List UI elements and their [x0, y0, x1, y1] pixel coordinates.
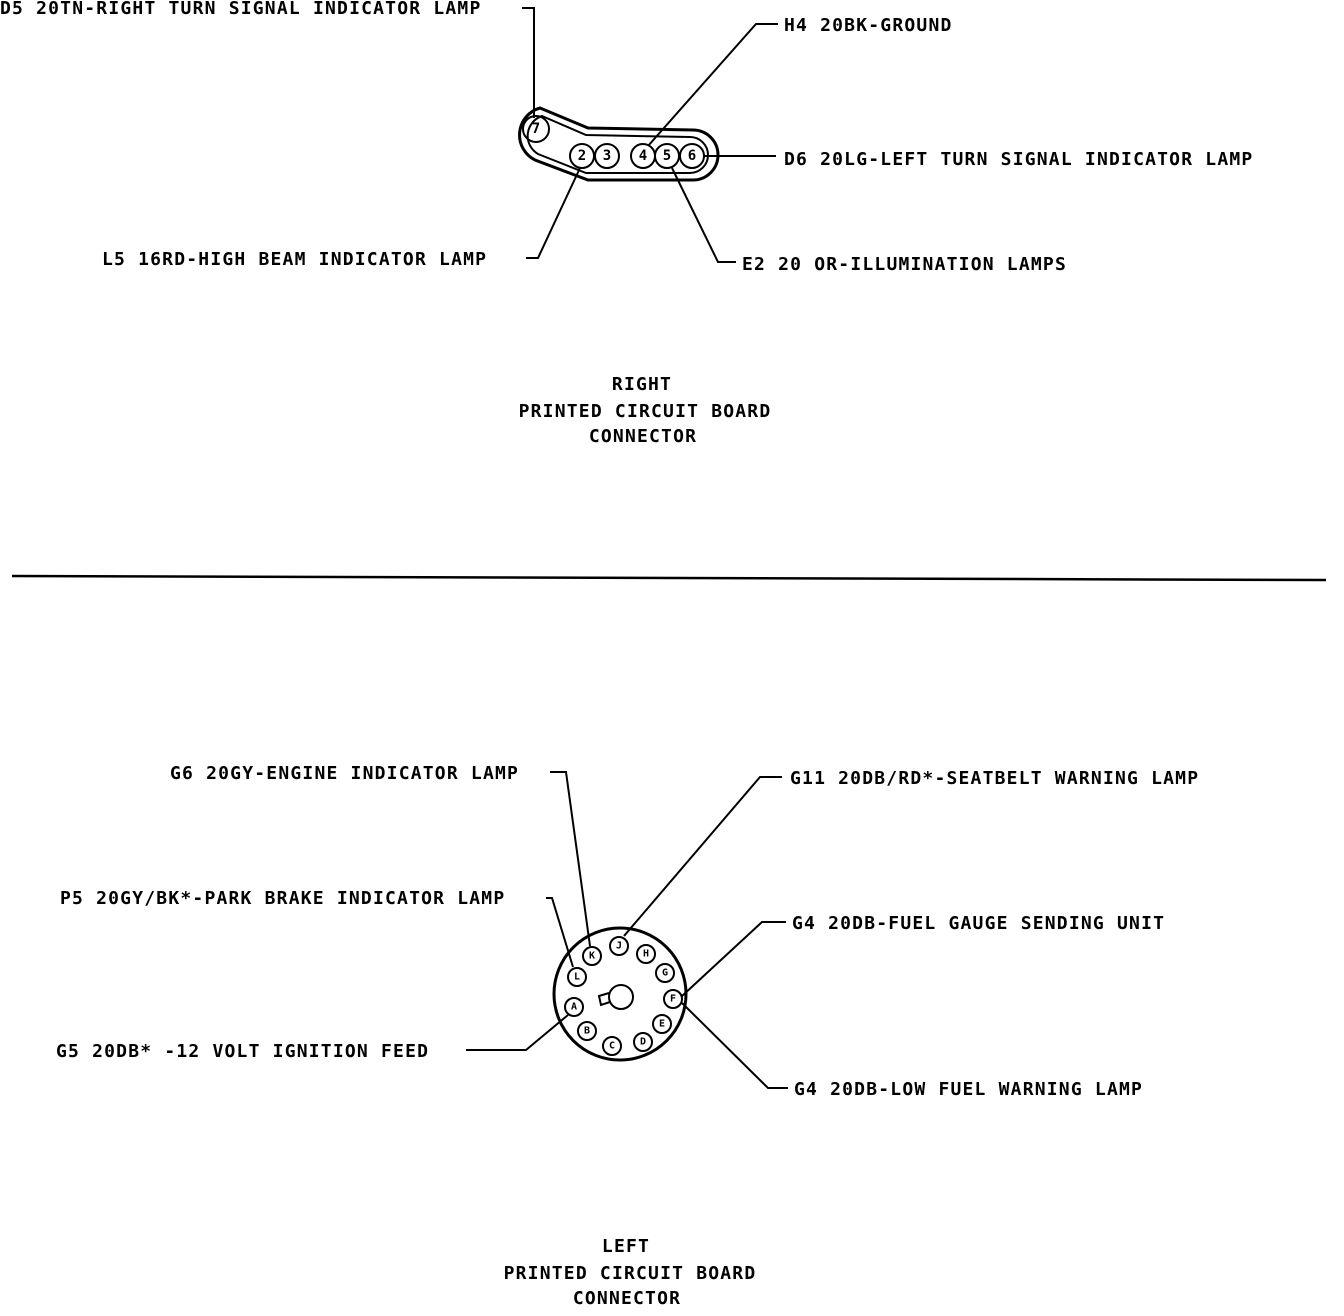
- svg-text:6: 6: [687, 148, 697, 164]
- right-pin-4: [631, 144, 655, 168]
- svg-text:K: K: [588, 950, 596, 962]
- leader-g6: [550, 772, 590, 946]
- leader-g11: [624, 777, 782, 936]
- right-pin-6: [680, 144, 704, 168]
- svg-text:7: 7: [531, 121, 541, 137]
- leader-l5: [526, 168, 580, 258]
- leader-g5: [466, 1015, 568, 1050]
- right-caption-line2: PRINTED CIRCUIT BOARD: [518, 401, 772, 422]
- svg-text:G: G: [661, 967, 669, 979]
- leader-d5: [522, 8, 534, 118]
- right-connector: [0, 0, 1253, 447]
- section-divider: [12, 576, 1326, 580]
- svg-text:F: F: [669, 993, 677, 1005]
- svg-text:2: 2: [577, 148, 587, 164]
- left-pin-a: [565, 998, 583, 1016]
- label-g5: G5 20DB* -12 VOLT IGNITION FEED: [56, 1041, 430, 1062]
- left-caption-line2: PRINTED CIRCUIT BOARD: [503, 1263, 757, 1284]
- left-pin-h: [637, 945, 655, 963]
- label-d5: D5 20TN-RIGHT TURN SIGNAL INDICATOR LAMP: [0, 0, 482, 19]
- leader-e2: [672, 168, 736, 262]
- left-pin-d: [634, 1033, 652, 1051]
- svg-text:B: B: [583, 1025, 591, 1037]
- label-g11: G11 20DB/RD*-SEATBELT WARNING LAMP: [790, 768, 1200, 789]
- leader-p5: [546, 898, 573, 967]
- leader-g4-fuel: [682, 922, 786, 996]
- left-connector-center-key: [599, 985, 633, 1009]
- left-caption-line3: CONNECTOR: [572, 1288, 682, 1309]
- label-h4: H4 20BK-GROUND: [784, 15, 953, 36]
- label-d6: D6 20LG-LEFT TURN SIGNAL INDICATOR LAMP: [784, 149, 1254, 170]
- left-pin-b: [578, 1022, 596, 1040]
- leader-g4-low: [682, 1003, 788, 1088]
- right-caption-line1: RIGHT: [611, 374, 673, 395]
- svg-text:H: H: [642, 948, 650, 960]
- label-e2: E2 20 OR-ILLUMINATION LAMPS: [742, 254, 1067, 275]
- left-pin-e: [653, 1015, 671, 1033]
- leader-h4: [648, 24, 778, 146]
- left-pin-k: [583, 947, 601, 965]
- svg-text:3: 3: [602, 148, 612, 164]
- right-pin-2: [570, 144, 594, 168]
- label-g4-fuel: G4 20DB-FUEL GAUGE SENDING UNIT: [792, 913, 1166, 934]
- left-connector: [56, 763, 1199, 1309]
- left-pin-g: [656, 964, 674, 982]
- svg-text:C: C: [608, 1040, 616, 1052]
- label-p5: P5 20GY/BK*-PARK BRAKE INDICATOR LAMP: [60, 888, 506, 909]
- right-pin-5: [655, 144, 679, 168]
- label-g4-low: G4 20DB-LOW FUEL WARNING LAMP: [794, 1079, 1144, 1100]
- svg-text:5: 5: [662, 148, 672, 164]
- svg-text:J: J: [615, 940, 623, 952]
- svg-text:E: E: [658, 1018, 666, 1030]
- right-caption-line3: CONNECTOR: [588, 426, 698, 447]
- svg-text:A: A: [570, 1001, 578, 1013]
- left-pin-f: [664, 990, 682, 1008]
- right-pin-3: [595, 144, 619, 168]
- left-pin-c: [603, 1037, 621, 1055]
- svg-text:4: 4: [638, 148, 648, 164]
- left-pin-l: [568, 968, 586, 986]
- svg-text:D: D: [639, 1036, 647, 1048]
- label-l5: L5 16RD-HIGH BEAM INDICATOR LAMP: [102, 249, 488, 270]
- left-pin-j: [610, 937, 628, 955]
- left-caption-line1: LEFT: [601, 1236, 651, 1257]
- svg-text:L: L: [573, 971, 581, 983]
- label-g6: G6 20GY-ENGINE INDICATOR LAMP: [170, 763, 520, 784]
